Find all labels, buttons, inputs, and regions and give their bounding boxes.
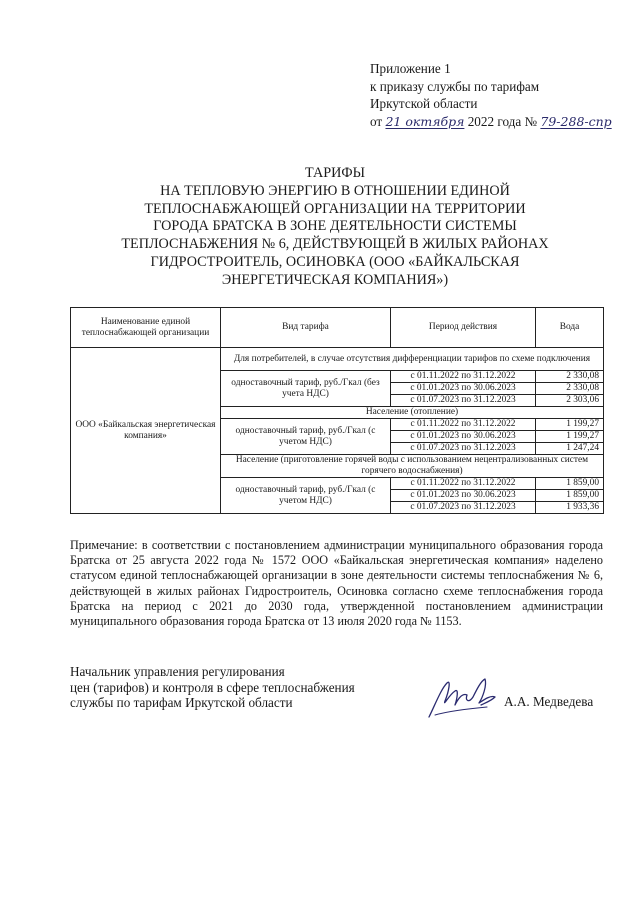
value-cell: 1 199,27	[536, 431, 604, 443]
appendix-title: Приложение 1	[370, 61, 451, 76]
position-line: цен (тарифов) и контроля в сфере теплоснабжения	[70, 679, 355, 695]
value-cell: 2 303,06	[536, 395, 604, 407]
tariff-type-cell: одноставочный тариф, руб./Гкал (с учетом НДС)	[221, 419, 391, 455]
position-line: Начальник управления регулирования	[70, 664, 285, 679]
signatory-name: А.А. Медведева	[504, 694, 594, 709]
handwritten-date: 21 октября	[385, 113, 465, 129]
handwritten-order-number: 79-288-спр	[540, 113, 612, 129]
period-cell: с 01.01.2023 по 30.06.2023	[391, 490, 536, 502]
date-year: 2022 года №	[467, 113, 538, 129]
organization-cell: ООО «Байкальская энергетическая компания»	[71, 348, 221, 514]
period-cell: с 01.07.2023 по 31.12.2023	[391, 502, 536, 514]
value-cell: 1 859,00	[536, 478, 604, 490]
title-line: НА ТЕПЛОВУЮ ЭНЕРГИЮ В ОТНОШЕНИИ ЕДИНОЙ	[160, 182, 510, 199]
period-cell: с 01.11.2022 по 31.12.2022	[391, 371, 536, 383]
group-label: Население (приготовление горячей воды с использованием нецентрализованных систем горячего водоснабжения)	[221, 455, 604, 478]
title-line: ТЕПЛОСНАБЖАЮЩЕЙ ОРГАНИЗАЦИИ НА ТЕРРИТОРИИ	[144, 200, 526, 217]
note-text: Примечание: в соответствии с постановлением администрации муниципального образования города Братска от 25 августа 2022 года № 1572 ООО «Байкальская энергетическая компания» наделено статусом единой теплоснабжающей организации в зоне деятельности системы теплоснабжения № 6, действующей в жилых районах Гидростроитель, Осиновка согласно схеме теплоснабжения города Братска на период с 2021 до 2030 года, утвержденной постановлением администрации муниципального образования города Братска от 13 июля 2020 года № 1153.	[70, 538, 603, 629]
period-cell: с 01.07.2023 по 31.12.2023	[391, 395, 536, 407]
title-line: ЭНЕРГЕТИЧЕСКАЯ КОМПАНИЯ»)	[221, 271, 449, 288]
period-cell: с 01.01.2023 по 30.06.2023	[391, 431, 536, 443]
title-line: ТАРИФЫ	[305, 165, 365, 181]
tariff-type-cell: одноставочный тариф, руб./Гкал (с учетом НДС)	[221, 478, 391, 514]
appendix-block	[370, 60, 635, 130]
value-cell: 1 933,36	[536, 502, 604, 514]
value-cell: 1 199,27	[536, 419, 604, 431]
tariff-table	[70, 307, 604, 514]
title-line: ТЕПЛОСНАБЖЕНИЯ № 6, ДЕЙСТВУЮЩЕЙ В ЖИЛЫХ РАЙОНАХ	[121, 236, 549, 253]
group-label: Население (отопление)	[221, 407, 604, 419]
date-prefix: от	[370, 113, 383, 129]
value-cell: 2 330,08	[536, 371, 604, 383]
value-cell: 2 330,08	[536, 383, 604, 395]
group-label: Для потребителей, в случае отсутствия дифференциации тарифов по схеме подключения	[221, 348, 604, 371]
header-period: Период действия	[391, 308, 536, 348]
position-line: службы по тарифам Иркутской области	[70, 695, 293, 711]
header-tariff-type: Вид тарифа	[221, 308, 391, 348]
group-label-row	[71, 348, 604, 371]
period-cell: с 01.07.2023 по 31.12.2023	[391, 443, 536, 455]
period-cell: с 01.11.2022 по 31.12.2022	[391, 419, 536, 431]
period-cell: с 01.11.2022 по 31.12.2022	[391, 478, 536, 490]
header-organization: Наименование единой теплоснабжающей организации	[71, 308, 221, 348]
handwritten-signature	[425, 675, 505, 721]
appendix-date-line	[370, 113, 635, 131]
period-cell: с 01.01.2023 по 30.06.2023	[391, 383, 536, 395]
signatory-position	[70, 664, 420, 711]
document-title	[95, 165, 575, 290]
value-cell: 1 247,24	[536, 443, 604, 455]
table-header-row	[71, 308, 604, 348]
title-line: ГИДРОСТРОИТЕЛЬ, ОСИНОВКА (ООО «БАЙКАЛЬСКАЯ	[150, 253, 520, 270]
appendix-region: Иркутской области	[370, 96, 478, 111]
header-water: Вода	[536, 308, 604, 348]
appendix-order-ref: к приказу службы по тарифам	[370, 78, 540, 94]
tariff-type-cell: одноставочный тариф, руб./Гкал (без учета НДС)	[221, 371, 391, 407]
value-cell: 1 859,00	[536, 490, 604, 502]
title-line: ГОРОДА БРАТСКА В ЗОНЕ ДЕЯТЕЛЬНОСТИ СИСТЕМЫ	[153, 218, 517, 235]
note-paragraph	[70, 538, 603, 629]
